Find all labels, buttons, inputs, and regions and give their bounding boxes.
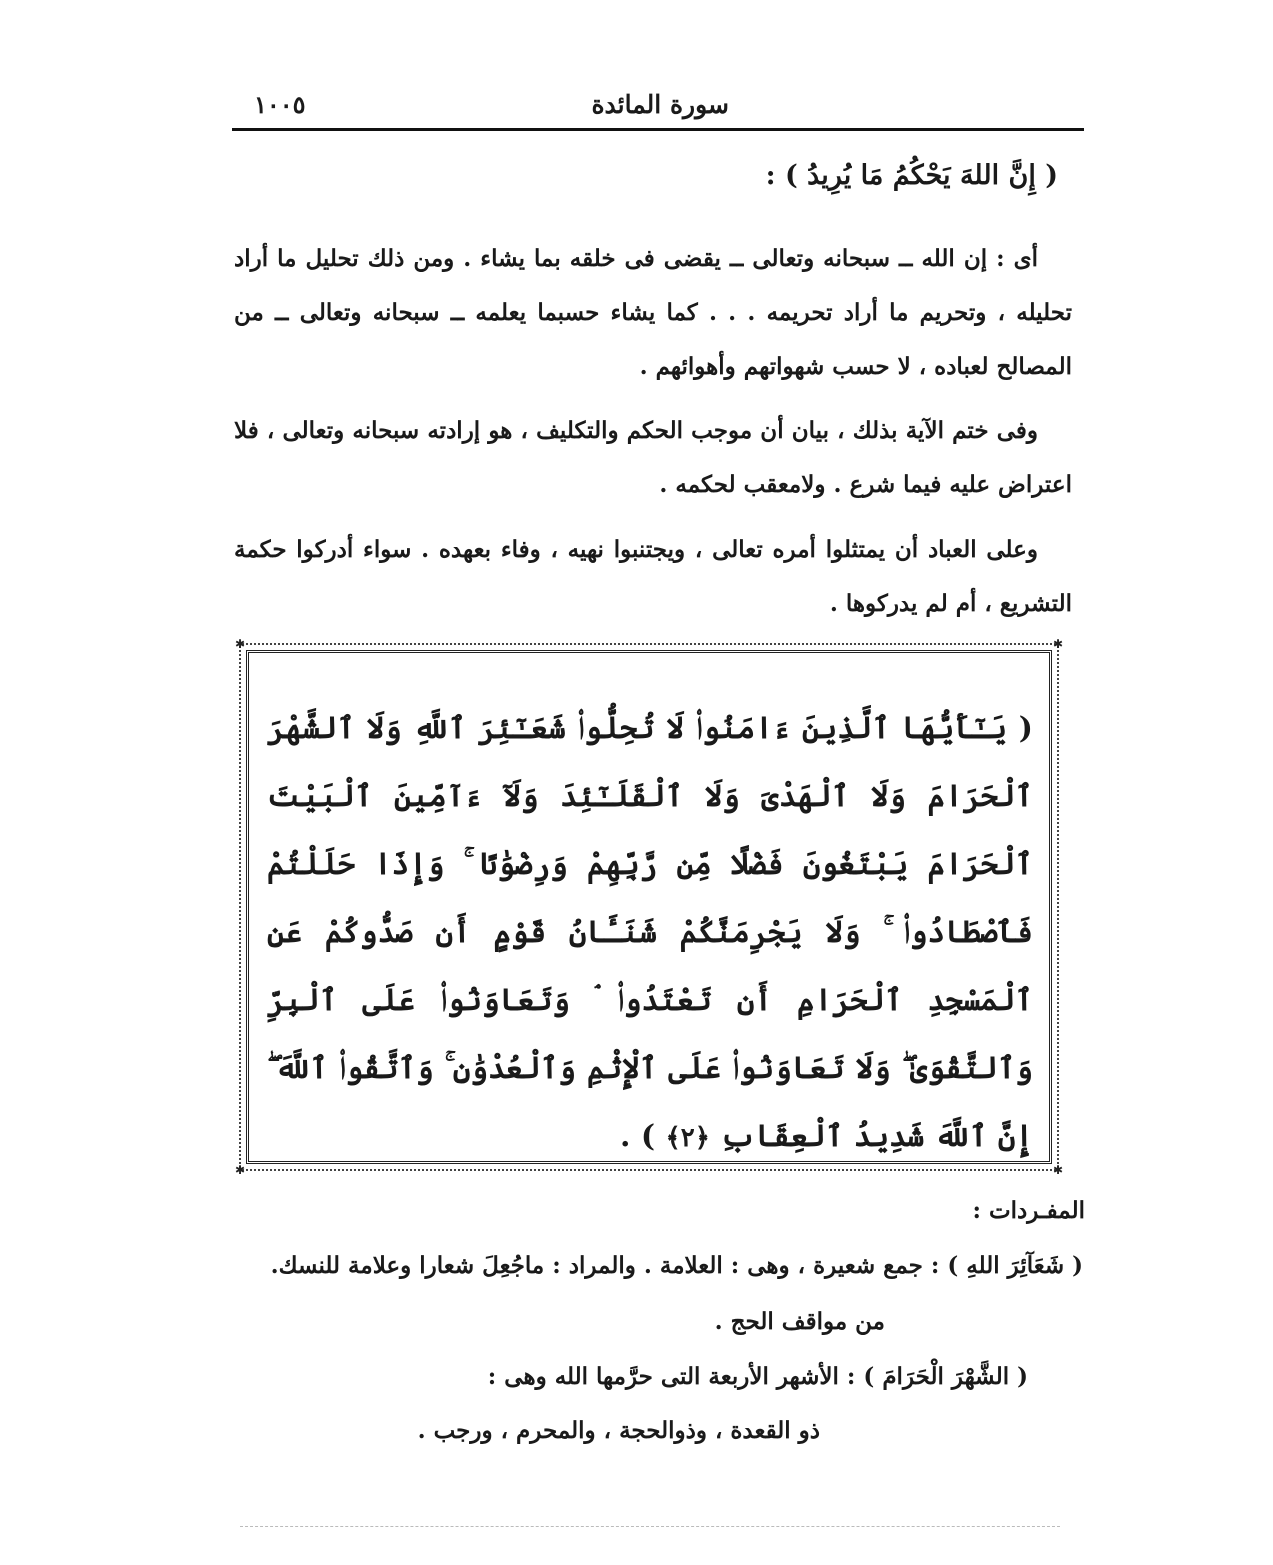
paragraph-1 [234,232,1072,394]
surah-title: سورة المائدة [591,90,729,119]
frame-corner-ornament: ✱ [235,1163,246,1177]
paragraph-1-text: أى : إن الله ــ سبحانه وتعالى ــ يقضى فى خلقه بما يشاء . ومن ذلك تحليل ما أراد تحليله ، وتحريم ما أراد تحريمه . . . كما يشاء حسبما يعلمه ــ سبحانه وتعالى ــ من المصالح لعباده ، لا حسب شهواتهم وأهوائهم . [234,245,1072,380]
header-rule [232,128,1084,131]
page-number: ١٠٠٥ [254,90,306,119]
paragraph-3-text: وعلى العباد أن يمتثلوا أمره تعالى ، ويجتنبوا نهيه ، وفاء بعهده . سواء أدركوا حكمة التشريع ، أم لم يدركوها . [234,536,1072,617]
frame-corner-ornament: ✱ [1053,637,1064,651]
quran-verse [267,695,1033,1172]
ayah-number-icon: ﴿٢﴾ [665,1123,710,1153]
frame-corner-ornament: ✱ [235,637,246,651]
verse-heading: ( إِنَّ اللهَ يَحْكُمُ مَا يُرِيدُ ) : [765,160,1058,191]
quran-verse-closing: ) . [619,1119,656,1154]
vocabulary-definition: ( الشَّهْرَ الْحَرَامَ ) : الأشهر الأربعة التى حرَّمها الله وهى : [487,1363,1028,1390]
vocabulary-definition: ذو القعدة ، وذوالحجة ، والمحرم ، ورجب . [417,1417,820,1444]
quran-verse-text: ( يَـٰٓأَيُّهَا ٱلَّذِينَ ءَامَنُوا۟ لَا تُحِلُّوا۟ شَعَـٰٓئِرَ ٱللَّهِ وَلَا ٱلشَّهْرَ ٱلْحَرَامَ وَلَا ٱلْهَدْىَ وَلَا ٱلْقَلَـٰٓئِدَ وَلَآ ءَآمِّينَ ٱلْبَيْتَ ٱلْحَرَامَ يَبْتَغُونَ فَضْلًا مِّن رَّبِّهِمْ وَرِضْوَٰنًا ۚ وَإِذَا حَلَلْتُمْ فَٱصْطَادُوا۟ ۚ وَلَا يَجْرِمَنَّكُمْ شَنَـَٔانُ قَوْمٍ أَن صَدُّوكُمْ عَنِ ٱلْمَسْجِدِ ٱلْحَرَامِ أَن تَعْتَدُوا۟ ۘ وَتَعَاوَنُوا۟ عَلَى ٱلْبِرِّ وَٱلتَّقْوَىٰ ۖ وَلَا تَعَاوَنُوا۟ عَلَى ٱلْإِثْمِ وَٱلْعُدْوَٰنِ ۚ وَٱتَّقُوا۟ ٱللَّهَ ۖ إِنَّ ٱللَّهَ شَدِيدُ ٱلْعِقَابِ [267,711,1033,1154]
quran-verse-frame [235,637,1064,1177]
vocabulary-definition: ( شَعَآئِرَ اللهِ ) : جمع شعيرة ، وهى : العلامة . والمراد : ماجُعِلَ شعارا وعلامة للنسك. [270,1252,1083,1279]
frame-corner-ornament: ✱ [1053,1163,1064,1177]
vocabulary-definition: من مواقف الحج . [714,1308,885,1335]
paragraph-3 [234,523,1072,631]
paragraph-2 [234,404,1072,512]
vocabulary-heading: المفـردات : [972,1197,1085,1224]
page-header [232,84,1084,128]
paragraph-2-text: وفى ختم الآية بذلك ، بيان أن موجب الحكم والتكليف ، هو إرادته سبحانه وتعالى ، فلا اعتراض عليه فيما شرع . ولامعقب لحكمه . [234,417,1072,498]
scan-edge-line [240,1526,1060,1527]
